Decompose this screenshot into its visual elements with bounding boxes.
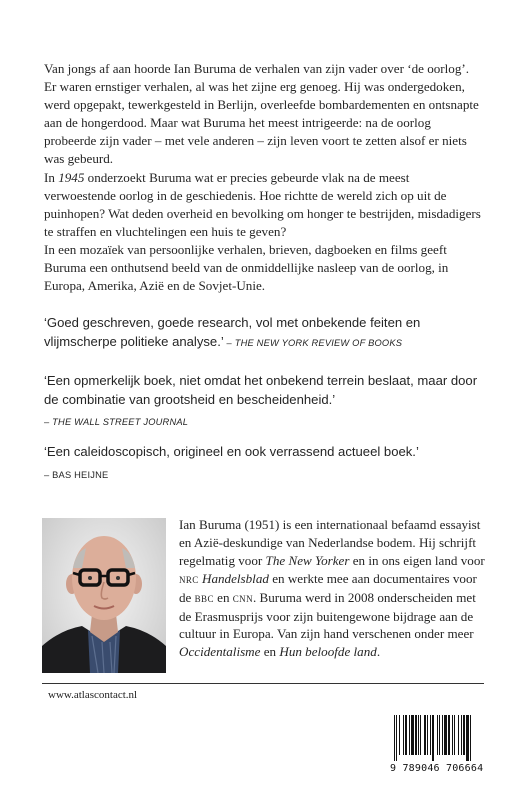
review-quote-dash: – — [223, 337, 235, 348]
barcode-bar — [461, 715, 462, 755]
barcode-bar — [427, 715, 428, 755]
review-quote-text: ‘Een opmerkelijk boek, niet omdat het onbekend terrein beslaat, maar door de combinatie van grootsheid en bescheidenheid.’ — [44, 373, 478, 407]
review-quote-attribution — [44, 412, 484, 430]
barcode-bar — [463, 715, 465, 755]
bio-text: Ian Buruma (1951) is een internationaal befaamd essayist en Azië-deskundige van Nederlandse bodem. Hij schrijft regelmatig voor — [179, 517, 481, 568]
barcode-bar — [403, 715, 404, 755]
bio-newspaper: Handelsblad — [198, 570, 269, 586]
bio-newspaper-abbr: nrc — [179, 571, 199, 586]
barcode-bar — [420, 715, 421, 755]
author-photo — [42, 518, 166, 673]
barcode-bar — [411, 715, 414, 755]
barcode-bar — [466, 715, 469, 761]
barcode-bar — [437, 715, 438, 755]
bio-text: en werkte mee aan documentaires voor de — [179, 570, 477, 605]
review-quote-source: THE NEW YORK REVIEW OF BOOKS — [234, 337, 403, 348]
blurb-p2-rest: onderzoekt Buruma wat er precies gebeurde vlak na de meest verwoestende oorlog in de geschiedenis. Hoe richtte de wereld zich op uit de puinhopen? Wat deden overheid en bevolking om honger te bestrijden, misdadigers te straffen en vluchtelingen een huis te geven? — [44, 169, 481, 239]
isbn-number: 9 789046 706664 — [390, 763, 484, 774]
barcode-bar — [432, 715, 434, 761]
barcode-bar — [396, 715, 397, 761]
barcode-bar — [430, 715, 431, 755]
review-quote-attribution — [44, 465, 484, 483]
isbn-barcode — [386, 713, 502, 777]
barcode-bar — [424, 715, 426, 755]
review-quote-dash: – — [44, 469, 53, 480]
blurb-paragraph-3: In een mozaïek van persoonlijke verhalen, brieven, dagboeken en films geeft Buruma een onthutsend beeld van de onmiddellijke nasleep van de oorlog, in Europa, Amerika, Azië en de Sovjet-Unie. — [44, 241, 449, 294]
bio-text: en in ons eigen land voor — [349, 552, 485, 568]
barcode-bar — [448, 715, 450, 755]
blurb-paragraph-2 — [44, 169, 484, 241]
review-quote-text: ‘Goed geschreven, goede research, vol met onbekende feiten en vlijmscherpe politieke analyse.’ — [44, 315, 421, 349]
blurb-p2-prefix: In — [44, 169, 59, 185]
bio-text: en — [260, 644, 280, 660]
review-quote-2 — [44, 372, 484, 430]
review-quote-source: BAS HEIJNE — [52, 469, 109, 480]
barcode-bar — [415, 715, 417, 755]
bio-text: . — [376, 644, 381, 660]
bio-broadcaster-bbc: bbc — [194, 590, 214, 605]
barcode-bar — [439, 715, 440, 755]
publisher-url: www.atlascontact.nl — [48, 689, 138, 701]
bio-magazine: The New Yorker — [265, 552, 350, 568]
barcode-bar — [458, 715, 459, 755]
review-quote-dash: – — [44, 417, 53, 427]
author-bio — [179, 516, 491, 661]
barcode-bar — [418, 715, 419, 755]
review-quote-1 — [44, 314, 484, 351]
barcode-bar — [405, 715, 407, 755]
barcode-bar — [444, 715, 447, 755]
bio-text: en — [213, 589, 233, 605]
barcode-bar — [409, 715, 410, 755]
barcode-bar — [454, 715, 455, 755]
back-cover-blurb — [44, 60, 484, 295]
barcode-bar — [470, 715, 471, 761]
barcode-bar — [452, 715, 453, 755]
bio-book-title: Occidentalisme — [179, 644, 261, 660]
bio-broadcaster-cnn: cnn — [232, 590, 253, 605]
review-quote-text: ‘Een caleidoscopisch, origineel en ook verrassend actueel boek.’ — [44, 444, 419, 459]
barcode-bar — [399, 715, 400, 755]
barcode-bars — [392, 715, 496, 763]
book-title-inline: 1945 — [58, 169, 85, 185]
review-quote-source: THE WALL STREET JOURNAL — [52, 417, 189, 427]
author-portrait-illustration — [42, 518, 166, 673]
footer-divider — [42, 683, 484, 684]
blurb-paragraph-1: Van jongs af aan hoorde Ian Buruma de verhalen van zijn vader over ‘de oorlog’. Er waren ernstiger verhalen, al was het zijne erg genoeg. Hij was ondergedoken, werd opgepakt, tewerkgesteld in Berlijn, overleefde bombardementen en ontsnapte aan de hongerdood. Maar wat Buruma het meest intrigeerde: na de oorlog probeerde zijn vader – met vele anderen – zijn leven voort te zetten alsof er niets was gebeurd. — [44, 61, 479, 167]
barcode-bar — [394, 715, 395, 761]
barcode-bar — [442, 715, 443, 755]
bio-book-title: Hun beloofde land — [279, 644, 377, 660]
review-quote-3 — [44, 443, 484, 483]
bio-text: . Buruma werd in 2008 onderscheiden met de Erasmusprijs voor zijn buitengewone bijdrage aan de cultuur in Europa. Van zijn hand verschenen onder meer — [179, 589, 476, 642]
